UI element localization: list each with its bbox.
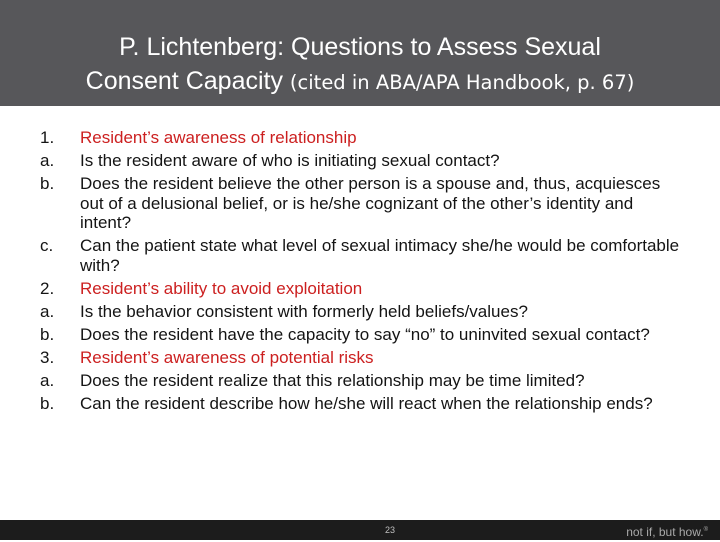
item-text: Is the resident aware of who is initiating sexual contact? xyxy=(80,151,500,171)
tagline-text: not if, but how. xyxy=(626,525,704,539)
registered-mark: ® xyxy=(703,527,708,533)
list-marker: 2. xyxy=(40,278,55,298)
brand-tagline xyxy=(626,520,708,542)
question-item xyxy=(40,174,680,233)
section-heading xyxy=(40,279,680,299)
page-number: 23 xyxy=(384,525,395,535)
item-text: Resident’s awareness of potential risks xyxy=(80,348,374,368)
item-text: Can the patient state what level of sexual intimacy she/he would be comfortable with? xyxy=(80,236,680,275)
section-heading xyxy=(40,348,680,368)
list-marker: a. xyxy=(40,371,55,391)
item-text: Resident’s awareness of relationship xyxy=(80,128,357,147)
title-banner xyxy=(0,0,720,106)
slide-title-main: Consent Capacity xyxy=(85,67,290,95)
list-marker: b. xyxy=(40,394,55,414)
question-item xyxy=(40,325,680,345)
list-marker: c. xyxy=(40,236,54,256)
question-item xyxy=(40,151,680,171)
slide-title-line-2 xyxy=(0,64,720,100)
item-text: Can the resident describe how he/she will react when the relationship ends? xyxy=(80,394,653,414)
slide-title xyxy=(0,30,720,100)
list-marker: 3. xyxy=(40,348,55,368)
question-list xyxy=(40,128,680,417)
question-item xyxy=(40,371,680,391)
list-marker: a. xyxy=(40,301,55,321)
slide-title-citation: (cited in ABA/APA Handbook, p. 67) xyxy=(289,71,635,94)
list-marker: b. xyxy=(40,325,55,345)
list-marker: b. xyxy=(40,174,55,194)
list-marker: a. xyxy=(40,151,55,171)
item-text: Does the resident have the capacity to say “no” to uninvited sexual contact? xyxy=(80,325,650,345)
item-text: Does the resident realize that this relationship may be time limited? xyxy=(80,371,585,391)
question-item xyxy=(40,236,680,275)
question-item xyxy=(40,302,680,322)
slide-title-line-1: P. Lichtenberg: Questions to Assess Sexual xyxy=(119,33,601,61)
section-heading xyxy=(40,128,680,148)
item-text: Resident’s ability to avoid exploitation xyxy=(80,278,363,298)
list-marker: 1. xyxy=(40,128,55,147)
item-text: Is the behavior consistent with formerly held beliefs/values? xyxy=(80,301,528,321)
question-item xyxy=(40,394,680,414)
footer-bar xyxy=(0,520,720,540)
item-text: Does the resident believe the other person is a spouse and, thus, acquiesces out of a delusional belief, or is he/she cognizant of the other’s identity and intent? xyxy=(80,174,661,233)
